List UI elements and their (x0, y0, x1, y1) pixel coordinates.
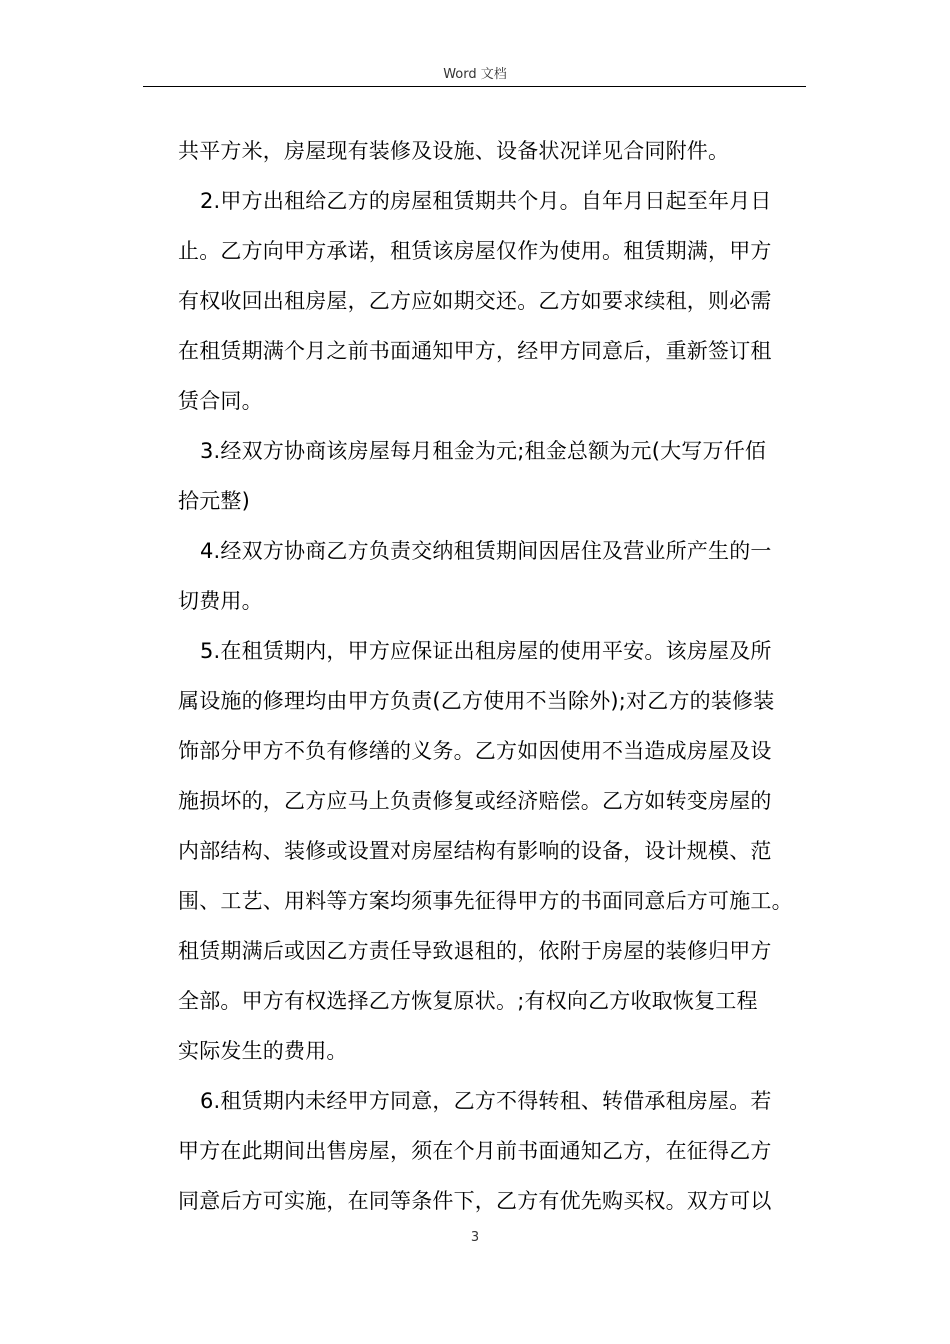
clause-3-line: 3.经双方协商该房屋每月租金为元;租金总额为元(大写万仟佰 (200, 439, 767, 463)
clause-6-line: 6.租赁期内未经甲方同意，乙方不得转租、转借承租房屋。若 (200, 1089, 772, 1113)
text-line: 实际发生的费用。 (178, 1039, 348, 1063)
document-body (178, 126, 800, 1226)
text-line: 拾元整) (178, 489, 250, 513)
text-line: 在租赁期满个月之前书面通知甲方，经甲方同意后，重新签订租 (178, 339, 772, 363)
text-line: 有权收回出租房屋，乙方应如期交还。乙方如要求续租，则必需 (178, 289, 772, 313)
text-line: 属设施的修理均由甲方负责(乙方使用不当除外);对乙方的装修装 (178, 689, 775, 713)
text-line: 止。乙方向甲方承诺，租赁该房屋仅作为使用。租赁期满，甲方 (178, 239, 772, 263)
text-line: 围、工艺、用料等方案均须事先征得甲方的书面同意后方可施工。 (178, 889, 793, 913)
page-header: Word 文档 (443, 67, 507, 82)
text-line: 内部结构、装修或设置对房屋结构有影响的设备，设计规模、范 (178, 839, 772, 863)
text-line: 饰部分甲方不负有修缮的义务。乙方如因使用不当造成房屋及设 (178, 739, 772, 763)
clause-5-line: 5.在租赁期内，甲方应保证出租房屋的使用平安。该房屋及所 (200, 639, 772, 663)
clause-4-line: 4.经双方协商乙方负责交纳租赁期间因居住及营业所产生的一 (200, 539, 772, 563)
text-line: 甲方在此期间出售房屋，须在个月前书面通知乙方，在征得乙方 (178, 1139, 772, 1163)
text-line: 同意后方可实施，在同等条件下，乙方有优先购买权。双方可以 (178, 1189, 772, 1213)
text-line: 共平方米，房屋现有装修及设施、设备状况详见合同附件。 (178, 139, 730, 163)
text-line: 切费用。 (178, 589, 263, 613)
text-line: 赁合同。 (178, 389, 263, 413)
text-line: 施损坏的，乙方应马上负责修复或经济赔偿。乙方如转变房屋的 (178, 789, 772, 813)
text-line: 全部。甲方有权选择乙方恢复原状。;有权向乙方收取恢复工程 (178, 989, 758, 1013)
text-line: 租赁期满后或因乙方责任导致退租的，依附于房屋的装修归甲方 (178, 939, 772, 963)
header-rule (143, 86, 806, 87)
clause-2-line: 2.甲方出租给乙方的房屋租赁期共个月。自年月日起至年月日 (200, 189, 772, 213)
page-number: 3 (470, 1230, 480, 1245)
